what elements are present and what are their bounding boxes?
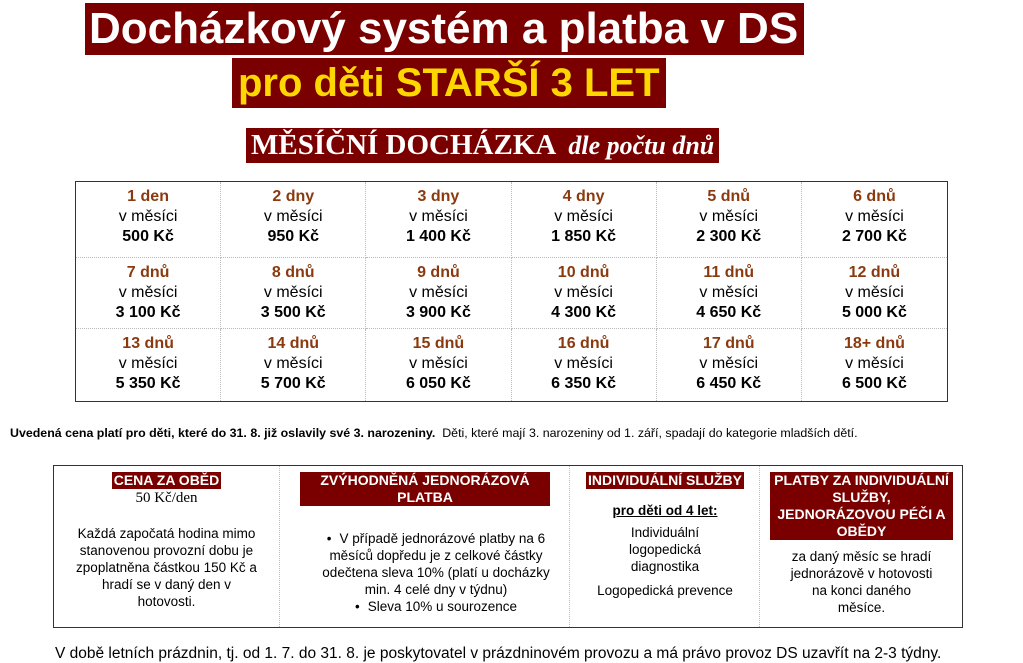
onetime-box: [279, 466, 570, 627]
cell-unit: v měsíci: [263, 208, 323, 225]
info-boxes: [53, 465, 963, 628]
cell-price: 4 650 Kč: [696, 304, 762, 321]
cell-price: 1 850 Kč: [551, 228, 617, 245]
cell-days: 5 dnů: [707, 188, 751, 205]
cell-price: 3 900 Kč: [405, 304, 471, 321]
cell-days: 15 dnů: [412, 335, 465, 352]
cell-days: 8 dnů: [271, 264, 315, 281]
onetime-list: [308, 530, 564, 615]
price-cell: [76, 258, 221, 329]
price-cell: [76, 182, 221, 258]
individual-box: [569, 466, 760, 627]
price-cell: [657, 329, 802, 401]
subtitle-prefix: pro děti: [238, 61, 396, 105]
cell-unit: v měsíci: [554, 355, 613, 372]
cell-days: 1 den: [127, 188, 169, 205]
cell-unit: v měsíci: [118, 355, 178, 372]
price-cell: [657, 182, 802, 258]
cell-price: 950 Kč: [267, 228, 320, 245]
summer-note: V době letních prázdnin, tj. od 1. 7. do 31. 8. je poskytovatel v prázdninovém provozu a má právo provoz DS uzavřít na 2-3 týdny.: [55, 645, 942, 662]
price-cell: [802, 182, 947, 258]
cell-days: 4 dny: [562, 188, 605, 205]
cell-price: 6 450 Kč: [696, 375, 762, 392]
page-subtitle: [232, 58, 666, 108]
cell-price: 2 700 Kč: [841, 228, 907, 245]
cell-unit: v měsíci: [409, 355, 468, 372]
cell-price: 2 300 Kč: [696, 228, 762, 245]
age-note-text: Děti, které mají 3. narozeniny od 1. září, spadají do kategorie mladších dětí.: [442, 426, 858, 440]
cell-price: 6 050 Kč: [405, 375, 471, 392]
cell-price: 6 500 Kč: [841, 375, 907, 392]
section-heading: [246, 128, 719, 163]
price-cell: [512, 258, 657, 329]
price-cell: [802, 329, 947, 401]
cell-price: 1 400 Kč: [405, 228, 471, 245]
cell-unit: v měsíci: [409, 208, 468, 225]
onetime-header: ZVÝHODNĚNÁ JEDNORÁZOVÁ PLATBA: [300, 472, 550, 506]
cell-days: 17 dnů: [702, 335, 755, 352]
payments-box: [759, 466, 963, 627]
lunch-header: CENA ZA OBĚD: [113, 472, 220, 488]
lunch-price: 50 Kč/den: [135, 490, 198, 506]
lunch-box: [54, 466, 279, 627]
individual-subheader: pro děti od 4 let:: [612, 503, 718, 518]
onetime-bullet-1: • V případě jednorázové platby na 6 měsíců dopředu je z celkové částky odečtena sleva 10% (platí u docházky min. 4 celé dny v týdnu): [308, 530, 564, 598]
cell-unit: v měsíci: [263, 355, 323, 372]
cell-days: 11 dnů: [703, 264, 755, 281]
cell-price: 4 300 Kč: [551, 304, 617, 321]
age-note-bold: Uvedená cena platí pro děti, které do 31. 8. již oslavily své 3. narozeniny.: [10, 426, 436, 440]
page-title: Docházkový systém a platba v DS: [85, 3, 804, 55]
cell-days: 6 dnů: [853, 188, 896, 205]
onetime-bullet-2: • Sleva 10% u sourozence: [308, 598, 564, 615]
cell-days: 3 dny: [417, 188, 460, 205]
cell-days: 14 dnů: [267, 335, 320, 352]
individual-item-2: Logopedická prevence: [597, 583, 733, 598]
cell-unit: v měsíci: [845, 208, 904, 225]
cell-price: 3 100 Kč: [115, 304, 181, 321]
cell-price: 5 000 Kč: [841, 304, 907, 321]
section-heading-text: MĚSÍČNÍ DOCHÁZKA: [251, 129, 557, 161]
cell-unit: v měsíci: [118, 284, 178, 301]
cell-days: 2 dny: [272, 188, 315, 205]
cell-unit: v měsíci: [845, 284, 904, 301]
payments-text: za daný měsíc se hradí jednorázově v hotovosti na konci daného měsíce.: [790, 549, 933, 615]
price-cell: [366, 329, 511, 401]
price-cell: [221, 258, 366, 329]
age-note: [10, 426, 858, 440]
cell-unit: v měsíci: [845, 355, 904, 372]
price-cell: [76, 329, 221, 401]
price-cell: [512, 329, 657, 401]
cell-days: 13 dnů: [122, 335, 174, 352]
cell-unit: v měsíci: [699, 355, 759, 372]
pricing-table: [75, 181, 948, 402]
cell-price: 3 500 Kč: [260, 304, 326, 321]
cell-price: 6 350 Kč: [551, 375, 617, 392]
price-cell: [366, 258, 511, 329]
individual-header: INDIVIDUÁLNÍ SLUŽBY: [588, 472, 742, 488]
price-cell: [221, 182, 366, 258]
cell-unit: v měsíci: [554, 208, 613, 225]
price-cell: [221, 329, 366, 401]
price-cell: [657, 258, 802, 329]
cell-days: 16 dnů: [557, 335, 610, 352]
cell-unit: v měsíci: [699, 208, 759, 225]
cell-unit: v měsíci: [554, 284, 613, 301]
subtitle-emphasis: STARŠÍ 3 LET: [395, 61, 660, 105]
cell-unit: v měsíci: [263, 284, 323, 301]
section-heading-italic: dle počtu dnů: [568, 131, 715, 160]
lunch-text: Každá započatá hodina mimo stanovenou provozní dobu je zpoplatněna částkou 150 Kč a hradí se v daný den v hotovosti.: [76, 526, 257, 609]
cell-days: 9 dnů: [417, 264, 460, 281]
cell-days: 12 dnů: [848, 264, 901, 281]
cell-unit: v měsíci: [118, 208, 178, 225]
cell-days: 10 dnů: [557, 264, 610, 281]
individual-item-1: Individuální logopedická diagnostika: [628, 525, 702, 574]
cell-days: 7 dnů: [126, 264, 170, 281]
price-cell: [366, 182, 511, 258]
cell-unit: v měsíci: [409, 284, 468, 301]
cell-price: 5 700 Kč: [260, 375, 326, 392]
cell-days: 18+ dnů: [843, 335, 905, 352]
cell-unit: v měsíci: [699, 284, 759, 301]
cell-price: 5 350 Kč: [115, 375, 181, 392]
cell-price: 500 Kč: [122, 228, 174, 245]
payments-header: PLATBY ZA INDIVIDUÁLNÍ SLUŽBY, JEDNORÁZOVOU PÉČI A OBĚDY: [770, 472, 953, 540]
price-cell: [512, 182, 657, 258]
price-cell: [802, 258, 947, 329]
